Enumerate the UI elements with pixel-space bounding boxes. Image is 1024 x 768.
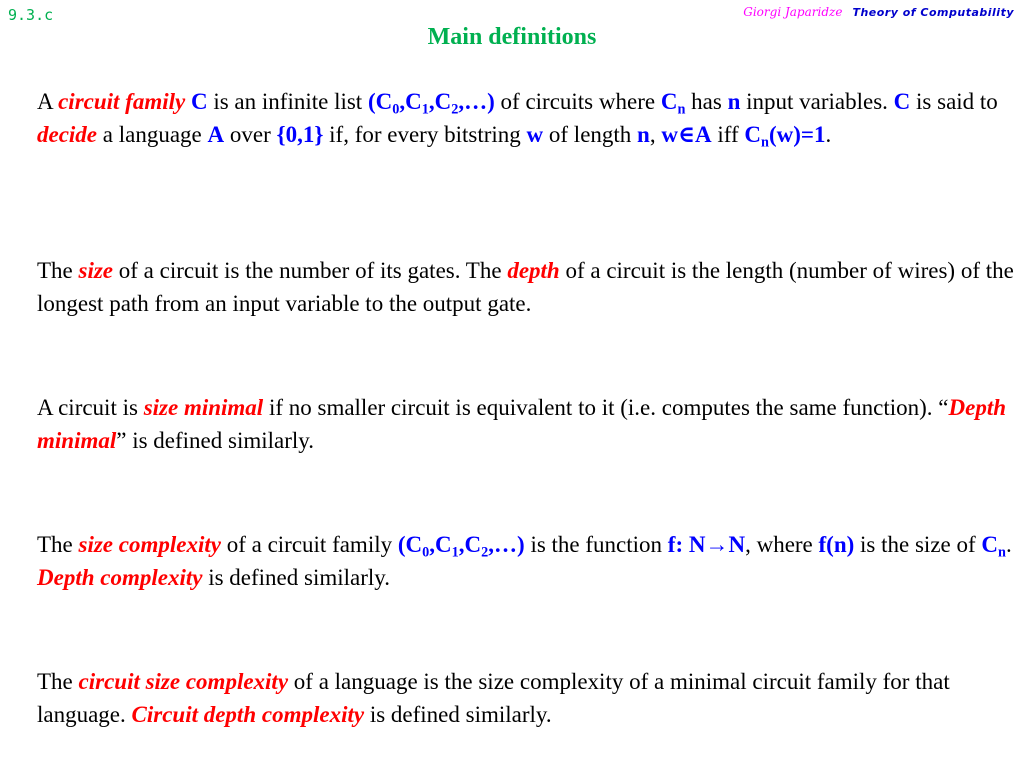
term-size-complexity: size complexity bbox=[78, 532, 221, 557]
course-title: Theory of Computability bbox=[852, 6, 1014, 19]
author-name: Giorgi Japaridze bbox=[743, 5, 843, 19]
circuit-list: $(C_0,C_1,C_2,\dots)$ bbox=[397, 532, 525, 561]
term-decide: decide bbox=[37, 122, 98, 147]
term-depth: depth bbox=[507, 258, 560, 283]
term-circuit-depth-complexity: Circuit depth complexity bbox=[131, 702, 365, 727]
paragraph-minimal: A circuit is size minimal if no smaller circuit is equivalent to it (i.e. computes the same function). “Depth minimal” is defined similarly. bbox=[37, 395, 1007, 453]
term-size: size bbox=[78, 258, 114, 283]
term-depth-complexity: Depth complexity bbox=[37, 565, 203, 590]
term-depth-minimal: Depth minimal bbox=[37, 395, 1007, 453]
header-credits bbox=[743, 5, 1014, 20]
slide-number: 9.3.c bbox=[8, 6, 54, 24]
slide-title: Main definitions bbox=[427, 24, 597, 50]
paragraph-circuit-complexity: The circuit size complexity of a language is the size complexity of a minimal circuit family for that language. Circuit depth complexity is defined similarly. bbox=[37, 669, 950, 727]
paragraph-circuit-family: A circuit family C is an infinite list $(C_0,C_1,C_2,\dots)$ of circuits where $C_n$ has n input variables. C is said to decide a language A over {0,1} if, for every bitstring w of length n, w∈A iff $C_n(w)=1$. bbox=[37, 89, 998, 151]
paragraph-size-depth: The size of a circuit is the number of its gates. The depth of a circuit is the length (number of wires) of the longest path from an input variable to the output gate. bbox=[37, 258, 1014, 316]
term-size-minimal: size minimal bbox=[143, 395, 264, 420]
circuit-list: $(C_0,C_1,C_2,\dots)$ bbox=[367, 89, 495, 118]
term-circuit-family: circuit family bbox=[58, 89, 186, 114]
term-circuit-size-complexity: circuit size complexity bbox=[78, 669, 289, 694]
paragraph-size-complexity: The size complexity of a circuit family $(C_0,C_1,C_2,\dots)$ is the function f: N→N, where f(n) is the size of $C_n$. Depth complexity is defined similarly. bbox=[37, 532, 1012, 590]
